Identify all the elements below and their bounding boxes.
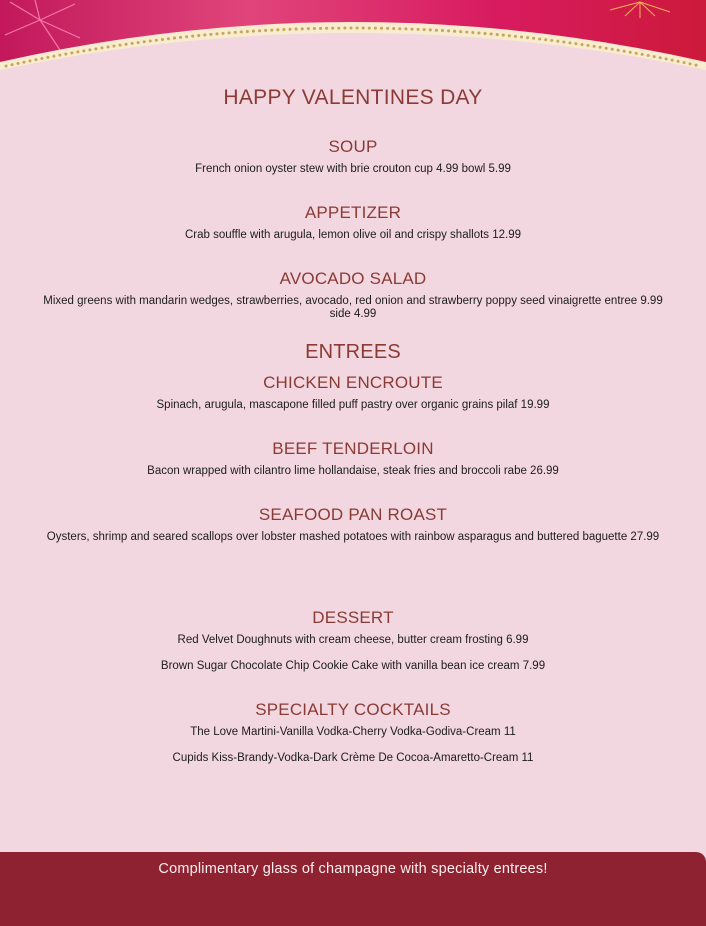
decorative-header-art bbox=[0, 0, 706, 90]
chicken-heading: CHICKEN ENCROUTE bbox=[263, 373, 443, 392]
chicken-description: Spinach, arugula, mascapone filled puff pastry over organic grains pilaf 19.99 bbox=[156, 399, 550, 411]
dessert-heading: DESSERT bbox=[312, 608, 394, 627]
avocado-salad-description-line2: side 4.99 bbox=[329, 308, 377, 320]
cocktails-heading: SPECIALTY COCKTAILS bbox=[255, 700, 451, 719]
soup-description: French onion oyster stew with brie crouton cup 4.99 bowl 5.99 bbox=[195, 163, 511, 175]
soup-heading: SOUP bbox=[328, 137, 378, 156]
entrees-heading: ENTREES bbox=[305, 341, 401, 363]
footer-text: Complimentary glass of champagne with specialty entrees! bbox=[158, 861, 548, 877]
dessert-item-2: Brown Sugar Chocolate Chip Cookie Cake with vanilla bean ice cream 7.99 bbox=[160, 660, 546, 672]
cocktail-item-1: The Love Martini-Vanilla Vodka-Cherry Vodka-Godiva-Cream 11 bbox=[190, 726, 516, 738]
seafood-description: Oysters, shrimp and seared scallops over lobster mashed potatoes with rainbow asparagus and buttered baguette 27.99 bbox=[46, 531, 660, 543]
avocado-salad-description-line1: Mixed greens with mandarin wedges, strawberries, avocado, red onion and strawberry poppy seed vinaigrette entree 9.99 bbox=[43, 295, 663, 307]
appetizer-description: Crab souffle with arugula, lemon olive oil and crispy shallots 12.99 bbox=[184, 229, 522, 241]
beef-heading: BEEF TENDERLOIN bbox=[272, 439, 434, 458]
cocktail-item-2: Cupids Kiss-Brandy-Vodka-Dark Crème De Cocoa-Amaretto-Cream 11 bbox=[172, 752, 534, 764]
seafood-heading: SEAFOOD PAN ROAST bbox=[258, 505, 448, 524]
beef-description: Bacon wrapped with cilantro lime hollandaise, steak fries and broccoli rabe 26.99 bbox=[147, 465, 559, 477]
appetizer-heading: APPETIZER bbox=[304, 203, 402, 222]
dessert-item-1: Red Velvet Doughnuts with cream cheese, butter cream frosting 6.99 bbox=[177, 634, 529, 646]
menu-title: HAPPY VALENTINES DAY bbox=[223, 86, 483, 109]
avocado-salad-heading: AVOCADO SALAD bbox=[279, 269, 427, 288]
